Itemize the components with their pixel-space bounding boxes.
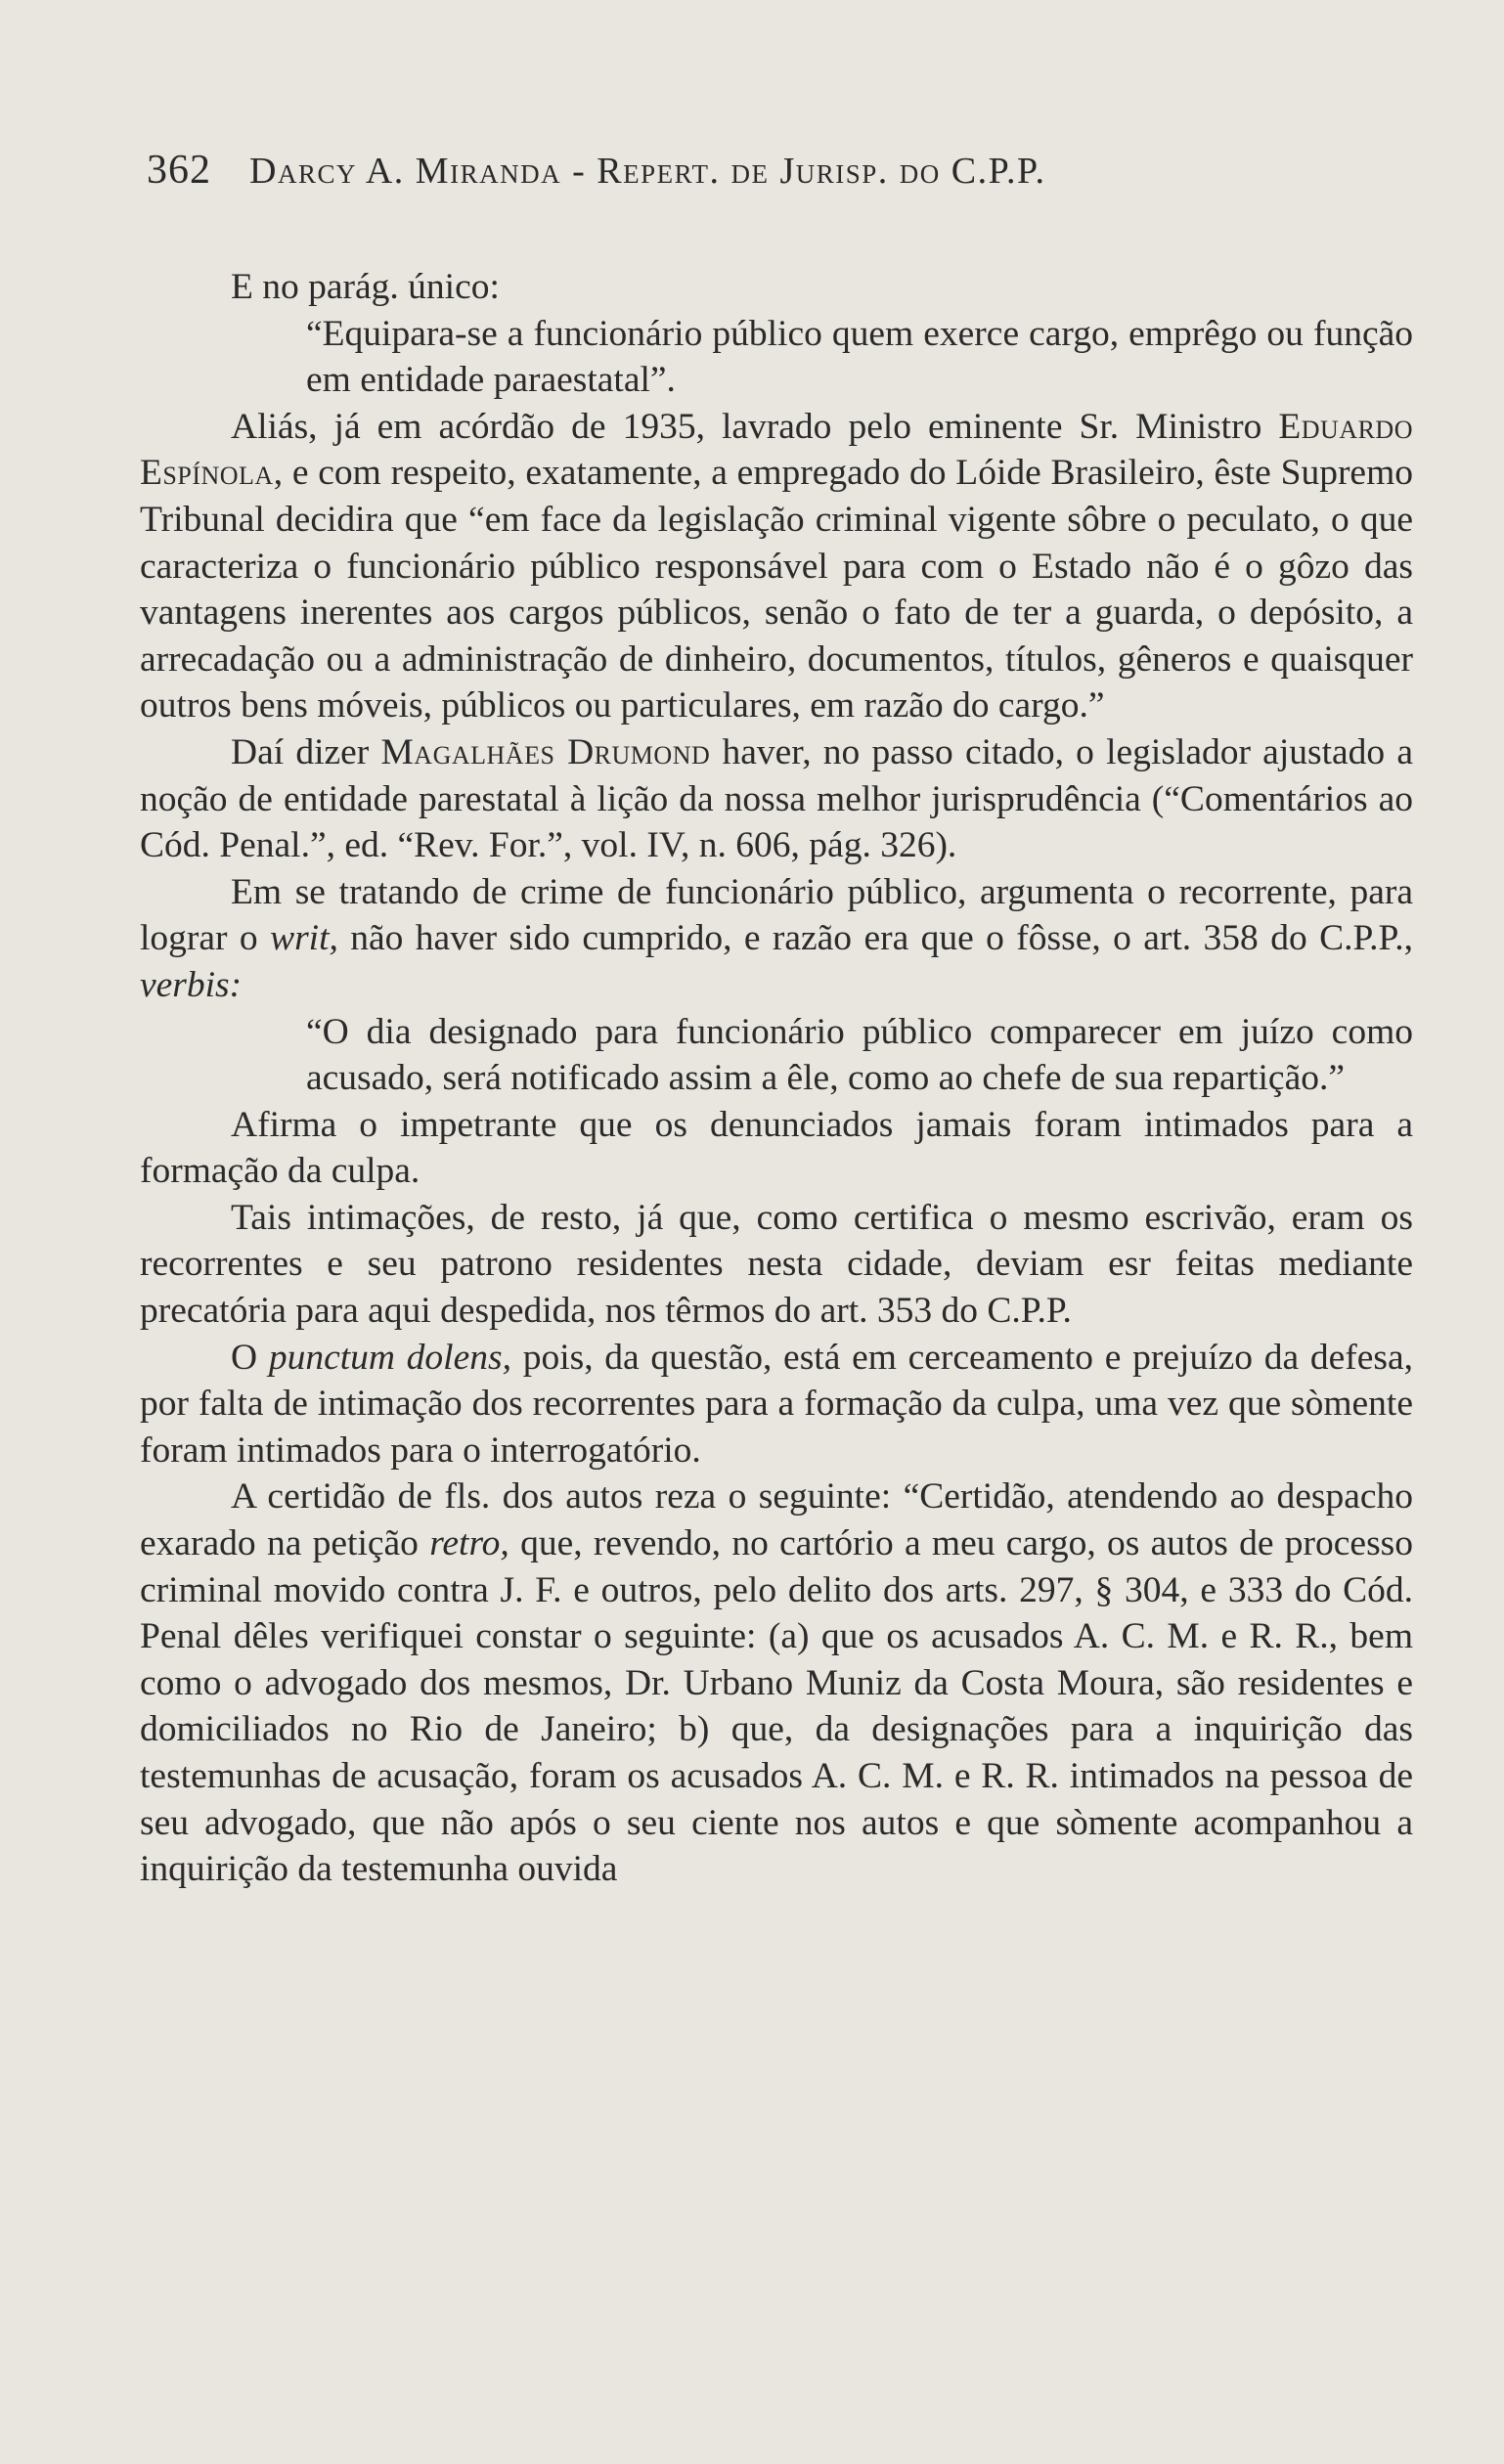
italic-term: writ, [270,918,338,959]
quote-block [306,1009,1413,1102]
paragraph [140,1102,1413,1195]
person-name: Magalhães Drumond [380,731,711,772]
paragraph-text: haver, no passo citado, o legislador ajustado a noção de entidade parestatal à lição da nossa melhor jurisprudência (“Comentários ao Cód. Penal.”, ed. “Rev. For.”, vol. IV, n. 606, pág. 326). [140,731,1413,866]
paragraph-text: que, revendo, no cartório a meu cargo, os autos de processo criminal movido contra J. F. e outros, pelo delito dos arts. 297, § 304, e 333 do Cód. Penal dêles verifiquei constar o seguinte: (a) que os acusados A. C. M. e R. R., bem como o advogado dos mesmos, Dr. Urbano Muniz da Costa Moura, são residentes e domiciliados no Rio de Janeiro; b) que, da designações para a inquirição das testemunhas de acusação, foram os acusados A. C. M. e R. R. intimados na pessoa de seu advogado, que não após o seu ciente nos autos e que sòmente acompanhou a inquirição da testemunha ouvida [140,1523,1414,1890]
paragraph [140,404,1413,729]
body-text [140,264,1413,1893]
running-head: Darcy A. Miranda - Repert. de Jurisp. do C.P.P. [249,151,1046,192]
paragraph [140,869,1413,1009]
paragraph-text: Afirma o impetrante que os denunciados jamais foram intimados para a formação da culpa. [140,1104,1413,1192]
paragraph [140,1335,1413,1474]
paragraph [140,1195,1413,1335]
paragraph [140,729,1413,869]
page-header [147,147,1418,205]
person-name: Eduardo Espínola [140,406,1413,494]
paragraph-text: Aliás, já em acórdão de 1935, lavrado pelo eminente Sr. Ministro [231,406,1279,447]
paragraph-text: A certidão de fls. dos autos reza o seguinte: “Certidão, atendendo ao despacho exarado na petição [140,1476,1413,1564]
italic-term: punctum dolens, [268,1337,511,1378]
paragraph-text: Em se tratando de crime de funcionário público, argumenta o recorrente, para lograr o [140,871,1413,959]
paragraph-intro [140,264,1413,311]
paragraph [140,1474,1413,1892]
paragraph-text: Tais intimações, de resto, já que, como certifica o mesmo escrivão, eram os recorrentes e seu patrono residentes nesta cidade, deviam esr feitas mediante precatória para aqui despedida, nos têrmos do art. 353 do C.P.P. [140,1197,1413,1332]
paragraph-text: pois, da questão, está em cerceamento e prejuízo da defesa, por falta de intimação dos recorrentes para a formação da culpa, uma vez que sòmente foram intimados para o interrogatório. [140,1337,1413,1471]
italic-term: verbis: [140,964,243,1005]
page-number: 362 [147,148,211,193]
paragraph-text: E no parág. único: [231,267,500,307]
paragraph-text: Daí dizer [231,731,381,772]
quote-block [306,311,1413,404]
paragraph-text: , e com respeito, exatamente, a empregado do Lóide Brasileiro, êste Supremo Tribunal decidira que “em face da legislação criminal vigente sôbre o peculato, o que caracteriza o funcionário público responsável para com o Estado não é o gôzo das vantagens inerentes aos cargos públicos, senão o fato de ter a guarda, o depósito, a arrecadação ou a administração de dinheiro, documentos, títulos, gêneros e quaisquer outros bens móveis, públicos ou particulares, em razão do cargo.” [140,453,1413,726]
italic-term: retro, [429,1523,509,1564]
quote-text: “O dia designado para funcionário público comparecer em juízo como acusado, será notificado assim a êle, como ao chefe de sua repartição.” [306,1011,1413,1099]
paragraph-text: não haver sido cumprido, e razão era que o fôsse, o art. 358 do C.P.P., [337,918,1413,959]
quote-text: “Equipara-se a funcionário público quem exerce cargo, emprêgo ou função em entidade paraestatal”. [306,313,1413,401]
paragraph-text: O [231,1337,269,1378]
